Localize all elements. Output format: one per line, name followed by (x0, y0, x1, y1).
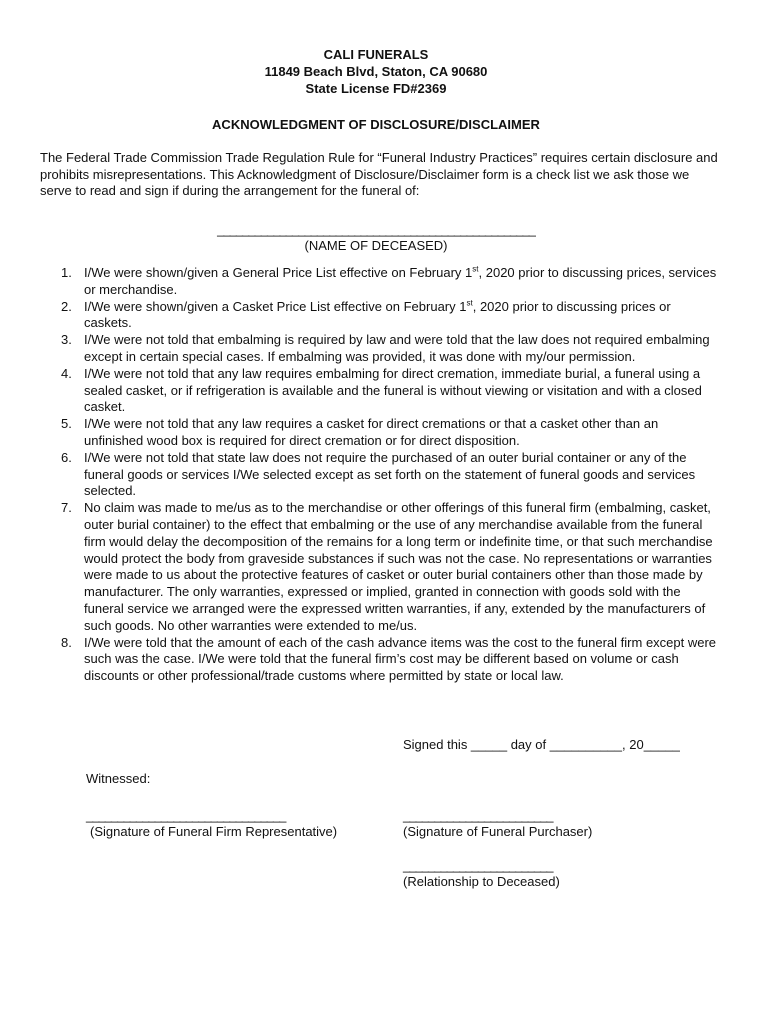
list-item (40, 332, 720, 366)
representative-signature-label: (Signature of Funeral Firm Representative) (90, 824, 338, 839)
list-item (40, 416, 720, 450)
deceased-name-field (0, 222, 752, 254)
ordinal-suffix: st (472, 264, 479, 274)
relationship-blank: ________________________ (403, 858, 553, 873)
purchaser-signature-blank: ________________________ (403, 808, 553, 823)
list-item-text: , 2020 prior to discussing prices or caskets. (84, 298, 671, 331)
signed-date-line: Signed this _____ day of __________, 20_____ (403, 737, 680, 752)
list-item (40, 265, 720, 299)
deceased-name-blank: ___________________________________________________ (217, 222, 535, 237)
representative-signature-blank: ________________________________ (86, 808, 286, 823)
relationship-label: (Relationship to Deceased) (403, 874, 560, 889)
purchaser-signature-label: (Signature of Funeral Purchaser) (403, 824, 593, 839)
list-item-text: I/We were not told that state law does not require the purchased of an outer burial container or any of the funeral goods or services I/We selected except as set forth on the statement of funeral goods and services selected. (84, 449, 696, 499)
document-title: ACKNOWLEDGMENT OF DISCLOSURE/DISCLAIMER (212, 117, 540, 132)
list-item (40, 366, 720, 416)
list-item (40, 450, 720, 500)
disclosure-list (40, 265, 720, 685)
list-item-text: I/We were shown/given a General Price List effective on February 1 (84, 265, 473, 280)
list-item-number: 5. (61, 416, 72, 432)
company-name: CALI FUNERALS (323, 47, 429, 62)
list-item-number: 3. (61, 332, 72, 348)
list-item (40, 500, 720, 634)
list-item-text: I/We were shown/given a Casket Price List effective on February 1 (84, 298, 467, 314)
list-item-number: 1. (61, 265, 72, 280)
intro-paragraph: The Federal Trade Commission Trade Regulation Rule for “Funeral Industry Practices” requires certain disclosure and prohibits misrepresentations. This Acknowledgment of Disclosure/Disclaimer form is a check list we ask those we serve to read and sign if during the arrangement for the funeral of: (40, 150, 718, 198)
relationship-block (403, 858, 560, 890)
purchaser-signature-block (403, 808, 592, 840)
list-item-text: , 2020 prior to discussing prices, services or merchandise. (84, 265, 717, 297)
list-item-number: 2. (61, 298, 72, 314)
list-item-number: 6. (61, 449, 72, 465)
letterhead (0, 46, 752, 97)
list-item-text: I/We were not told that any law requires embalming for direct cremation, immediate burial, a funeral using a sealed casket, or if refrigeration is available and the funeral is without viewing or visitation and with a closed casket. (84, 365, 702, 415)
list-item-text: I/We were not told that embalming is required by law and were told that the law does not required embalming except in certain special cases. If embalming was provided, it was done with my/our permission. (84, 332, 710, 364)
witnessed-label: Witnessed: (86, 771, 151, 786)
company-address: 11849 Beach Blvd, Staton, CA 90680 (264, 64, 488, 79)
list-item-number: 7. (61, 500, 72, 516)
list-item-text: I/We were told that the amount of each of the cash advance items was the cost to the funeral firm except were such was the case. I/We were told that the funeral firm’s cost may be different based on volume or cash discounts or other professional/trade customs where permitted by state or local law. (84, 634, 717, 684)
ordinal-suffix: st (466, 298, 473, 308)
list-item (40, 635, 720, 685)
list-item-number: 4. (61, 365, 72, 381)
deceased-name-label: (NAME OF DECEASED) (304, 238, 448, 253)
license-number: State License FD#2369 (305, 81, 447, 96)
list-item-text: No claim was made to me/us as to the merchandise or other offerings of this funeral firm (embalming, casket, outer burial container) to the effect that embalming or the use of any merchandise available from the funeral firm would delay the decomposition of the remains for a long term or indefinite time, or that such merchandise would protect the body from graveside substances if such was not the case. No representations or warranties were made to us about the protective features of casket or outer burial containers other than those made by manufacturer. The only warranties, expressed or implied, granted in connection with goods sold with the funeral service we arranged were the expressed written warranties, if any, extended by the manufacturers of such goods. No other warranties were extended to me/us. (84, 500, 713, 633)
list-item-text: I/We were not told that any law requires a casket for direct cremations or that a casket other than an unfinished wood box is required for direct cremation or for direct disposition. (84, 416, 659, 448)
list-item (40, 299, 720, 333)
representative-signature-block (86, 808, 337, 840)
list-item-number: 8. (61, 634, 72, 650)
